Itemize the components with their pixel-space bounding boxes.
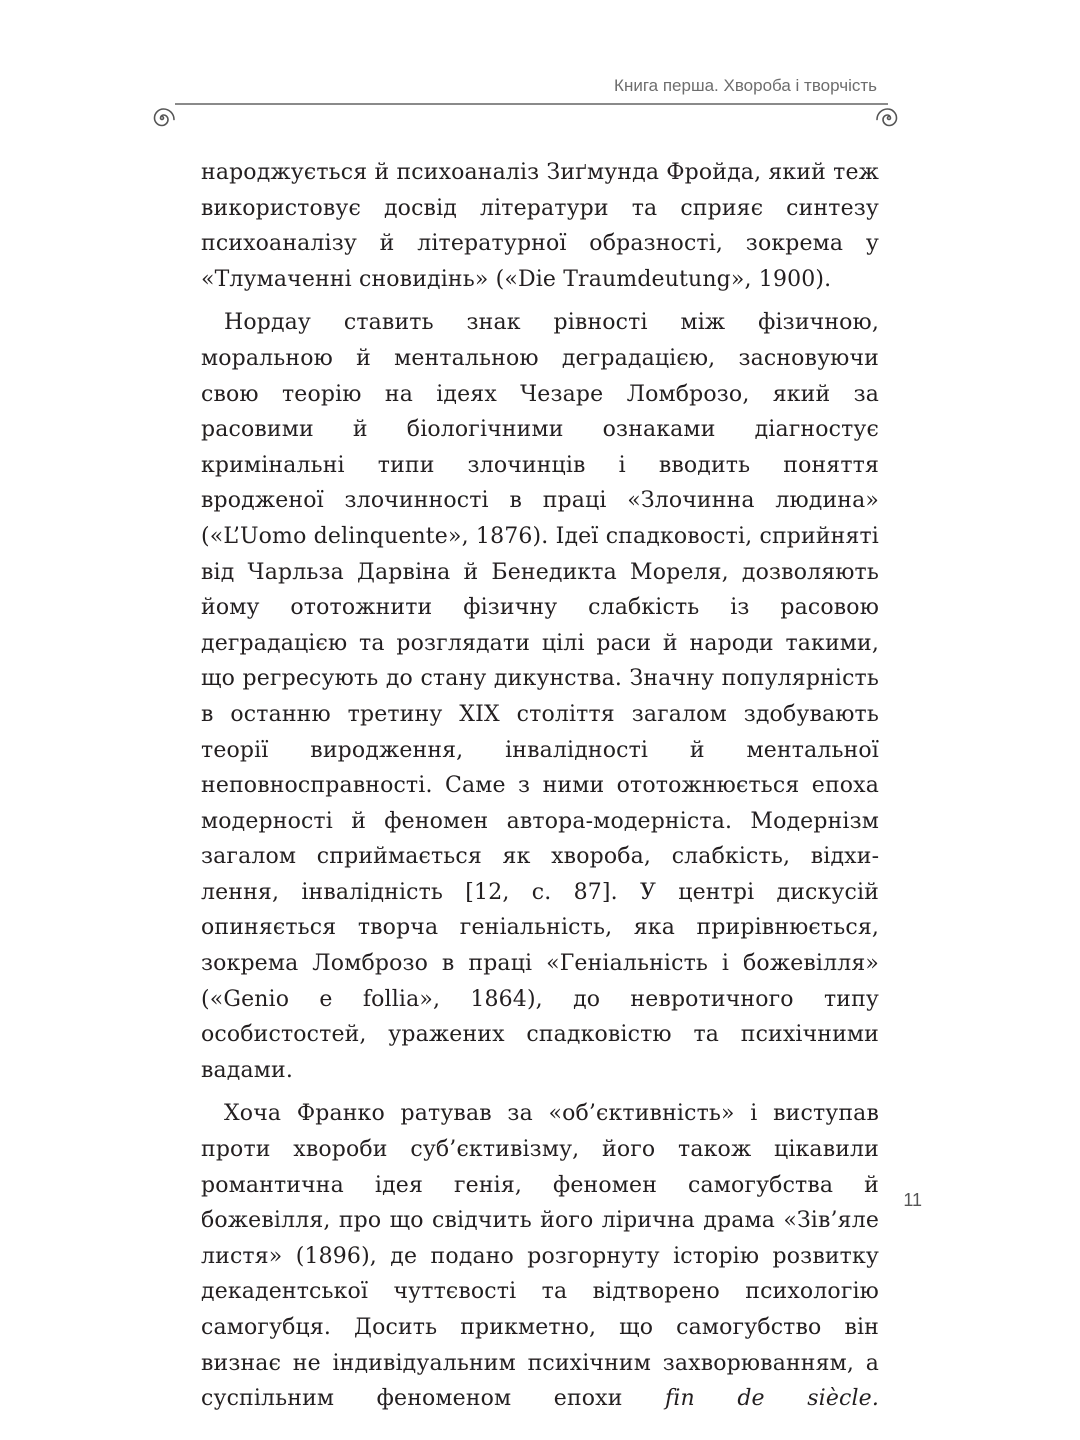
- running-head: Книга перша. Хвороба і творчість: [614, 76, 877, 95]
- spiral-icon: [147, 103, 177, 133]
- spiral-icon: [874, 103, 904, 133]
- paragraph-2: Нордау ставить знак рівності між фізичною, моральною й ментальною деградацією, засновуючи свою теорію на ідеях Чезаре Ломброзо, який за расовими й біологічними ознаками діагностує кримінальні типи злочинців і вводить поняття вродженої злочинності в праці «Злочинна людина» («L’Uomo delinquente», 1876). Ідеї спадковості, сприйняті від Чарльза Дарвіна й Бенедикта Мореля, дозволяють йому ототожнити фізичну слабкість із расовою деградацією та розглядати цілі раси й народи такими, що регресують до стану дикунства. Значну популярність в останню третину XIX століття загалом здобувають теорії виродження, інвалідності й ментальної неповносправності. Саме з ними ототожнюється епоха модерності й феномен автора-модерніста. Модернізм загалом сприймається як хвороба, слабкість, відхилення, інвалідність [12, с. 87]. У центрі дискусій опиняється творча геніальність, яка прирівнюється, зокрема Ломброзо в праці «Геніальність і божевілля» («Genio e follia», 1864), до невротичного типу особистостей, уражених спадковістю та психічними вадами.: [201, 310, 879, 1083]
- italic-phrase: fin de siècle.: [665, 1386, 879, 1412]
- paragraph-3: [201, 1096, 879, 1416]
- paragraph-1: народжується й психоаналіз Зиґмунда Фройда, який теж використовує досвід літератури та сприяє синтезу психоаналізу й літературної образності, зокрема у «Тлумаченні сновидінь» («Die Traumdeutung», 1900).: [201, 160, 879, 292]
- header-rule: [175, 103, 888, 105]
- body-text: [201, 155, 879, 1425]
- page-number: 11: [903, 1190, 922, 1210]
- paragraph-3-text: Хоча Франко ратував за «об’єктивність» і виступав проти хвороби суб’єктивізму, його також цікавили романтична ідея генія, феномен самогубства й божевілля, про що свідчить його лірична драма «Зів’яле листя» (1896), де подано розгорнуту історію розвитку декадентської чуттєвості та відтворено психологію самогубця. Досить прикметно, що самогубство він визнає не індивідуальним психічним захворюванням, а суспільним феноменом епохи: [201, 1101, 879, 1412]
